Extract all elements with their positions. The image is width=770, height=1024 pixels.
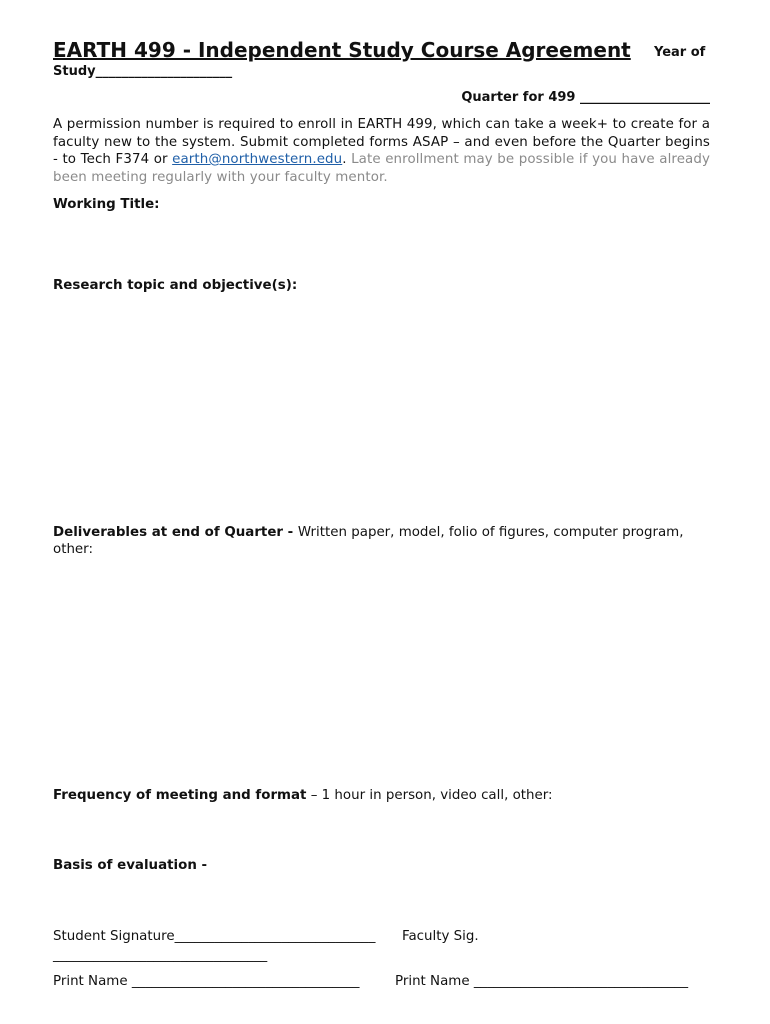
email-link[interactable]: earth@northwestern.edu xyxy=(172,152,343,167)
frequency-label: Frequency of meeting and format xyxy=(53,788,307,803)
year-of-study-field: Study_____________________ xyxy=(53,64,233,79)
deliverables-label: Deliverables at end of Quarter - xyxy=(53,525,298,540)
intro-text: A permission number is required to enroll in EARTH 499, which can take a week+ to create for a faculty new to the system. Submit completed forms ASAP – and even before the Quarter begins - to Tech F374 or xyxy=(53,117,710,167)
intro-period: . xyxy=(342,152,347,167)
quarter-field: Quarter for 499 ____________________ xyxy=(461,90,710,105)
faculty-signature-label: Faculty Sig. xyxy=(402,929,479,944)
faculty-signature-line: ________________________________ xyxy=(53,948,268,963)
deliverables-section xyxy=(53,524,718,558)
frequency-section xyxy=(53,788,553,803)
student-signature-field: Student Signature______________________________ xyxy=(53,929,376,944)
research-topic-label: Research topic and objective(s): xyxy=(53,278,298,293)
evaluation-label: Basis of evaluation - xyxy=(53,858,208,873)
late-enrollment-note: Late enrollment may be possible if you have already been meeting regularly with your faculty mentor. xyxy=(53,152,710,185)
document-title: EARTH 499 - Independent Study Course Agreement xyxy=(53,38,631,62)
intro-paragraph xyxy=(53,116,710,186)
working-title-label: Working Title: xyxy=(53,197,160,212)
deliverables-text: Written paper, model, folio of figures, computer program, other: xyxy=(53,525,684,557)
student-print-name-field: Print Name __________________________________ xyxy=(53,974,360,989)
frequency-text: – 1 hour in person, video call, other: xyxy=(306,788,553,803)
year-of-study-label: Year of xyxy=(654,45,706,60)
faculty-print-name-field: Print Name ________________________________ xyxy=(395,974,689,989)
